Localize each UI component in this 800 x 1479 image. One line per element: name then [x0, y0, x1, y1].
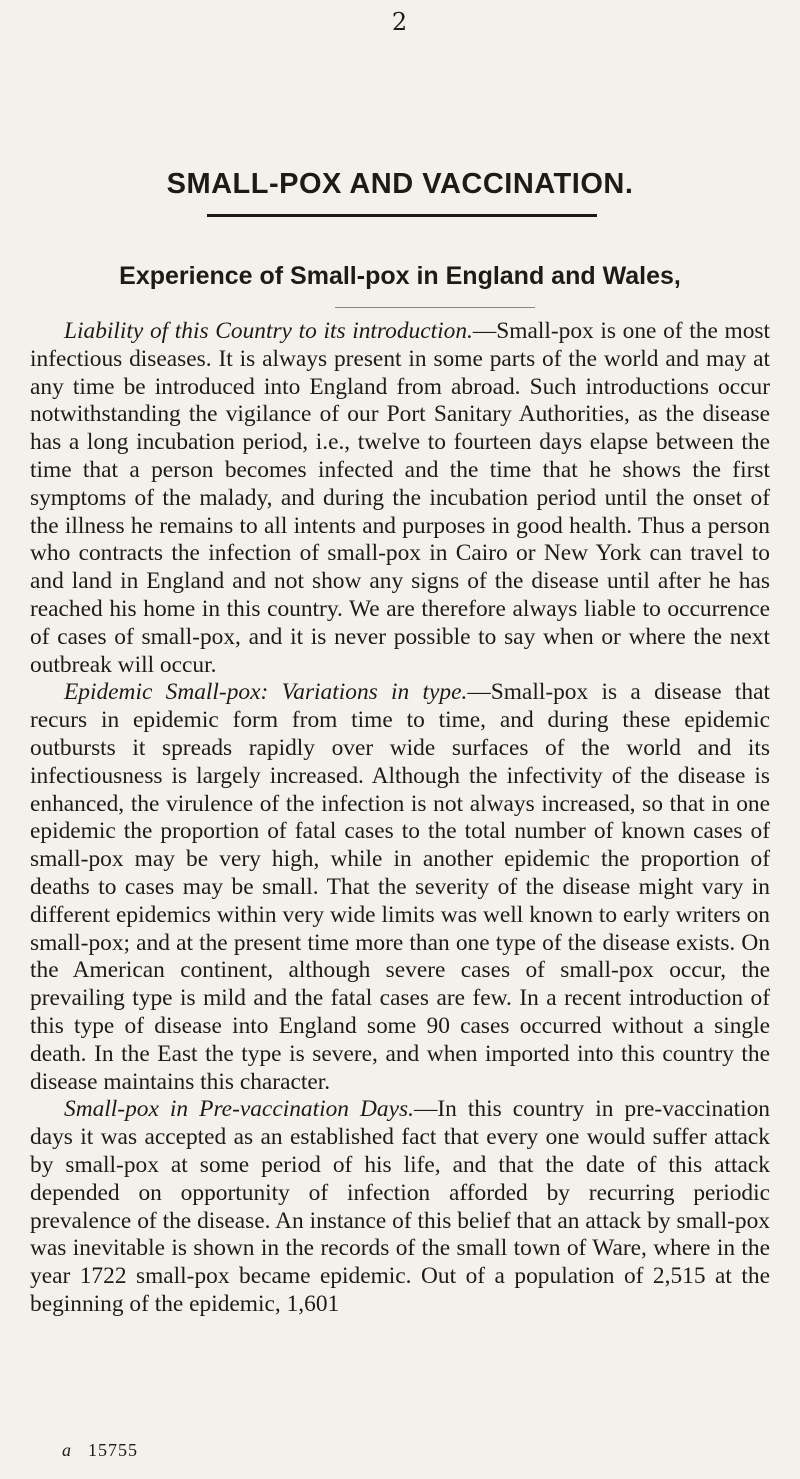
paragraph-pre-vaccination: [30, 1096, 770, 1318]
paragraph-liability: [30, 318, 770, 679]
body-text: [30, 318, 770, 1319]
paragraph-heading: Small-pox in Pre-vaccination Days.: [64, 1096, 414, 1123]
page-title: SMALL-POX AND VACCINATION.: [166, 168, 634, 200]
paragraph-text: —In this country in pre-vaccination days it was accepted as an established fact that every one would suffer attack by small-pox at some period of his life, and that the date of this attack depended on opportunity of infection afforded by recurring periodic prevalence of the disease. An instance of this belief that an attack by small-pox was inevitable is shown in the records of the small town of Ware, where in the year 1722 small-pox became epidemic. Out of a population of 2,515 at the beginning of the epidemic, 1,601: [30, 1096, 771, 1317]
paragraph-text: —Small-pox is a disease that recurs in epidemic form from time to time, and during these epidemic outbursts it spreads rapidly over wide surfaces of the world and its infectiousness is largely increased. Although the infectivity of the disease is enhanced, the virulence of the infection is not always increased, so that in one epidemic the proportion of fatal cases to the total number of known cases of small-pox may be very high, while in another epidemic the proportion of deaths to cases may be small. That the severity of the disease might vary in different epidemics within very wide limits was well known to early writers on small-pox; and at the present time more than one type of the disease exists. On the American continent, although severe cases of small-pox occur, the prevailing type is mild and the fatal cases are few. In a recent introduction of this type of disease into England some 90 cases occurred without a single death. In the East the type is severe, and when imported into this country the disease maintains this character.: [30, 679, 770, 1095]
paragraph-heading: Epidemic Small-pox: Variations in type.: [64, 679, 468, 706]
signature-code: 15755: [88, 1440, 138, 1460]
title-underline: [207, 214, 597, 217]
page-number: 2: [391, 8, 409, 36]
section-heading: Experience of Small-pox in England and Wales,: [119, 262, 681, 290]
section-heading-underline: [335, 307, 535, 308]
paragraph-epidemic: [30, 679, 770, 1096]
signature-mark: a: [62, 1440, 72, 1460]
printer-signature: [62, 1440, 138, 1461]
paragraph-heading: Liability of this Country to its introduction.: [64, 318, 473, 344]
paragraph-text: —Small-pox is one of the most infectious diseases. It is always present in some parts of the world and may at any time be introduced into England from abroad. Such introductions occur notwithstanding the vigilance of our Port Sanitary Authorities, as the disease has a long incubation period, i.e., twelve to fourteen days elapse between the time that a person becomes infected and the time that he shows the first symptoms of the malady, and during the incubation period until the onset of the illness he remains to all intents and purposes in good health. Thus a person who contracts the infection of small-pox in Cairo or New York can travel to and land in England and not show any signs of the disease until after he has reached his home in this country. We are therefore always liable to occurrence of cases of small-pox, and it is never possible to say when or where the next outbreak will occur.: [30, 318, 770, 678]
